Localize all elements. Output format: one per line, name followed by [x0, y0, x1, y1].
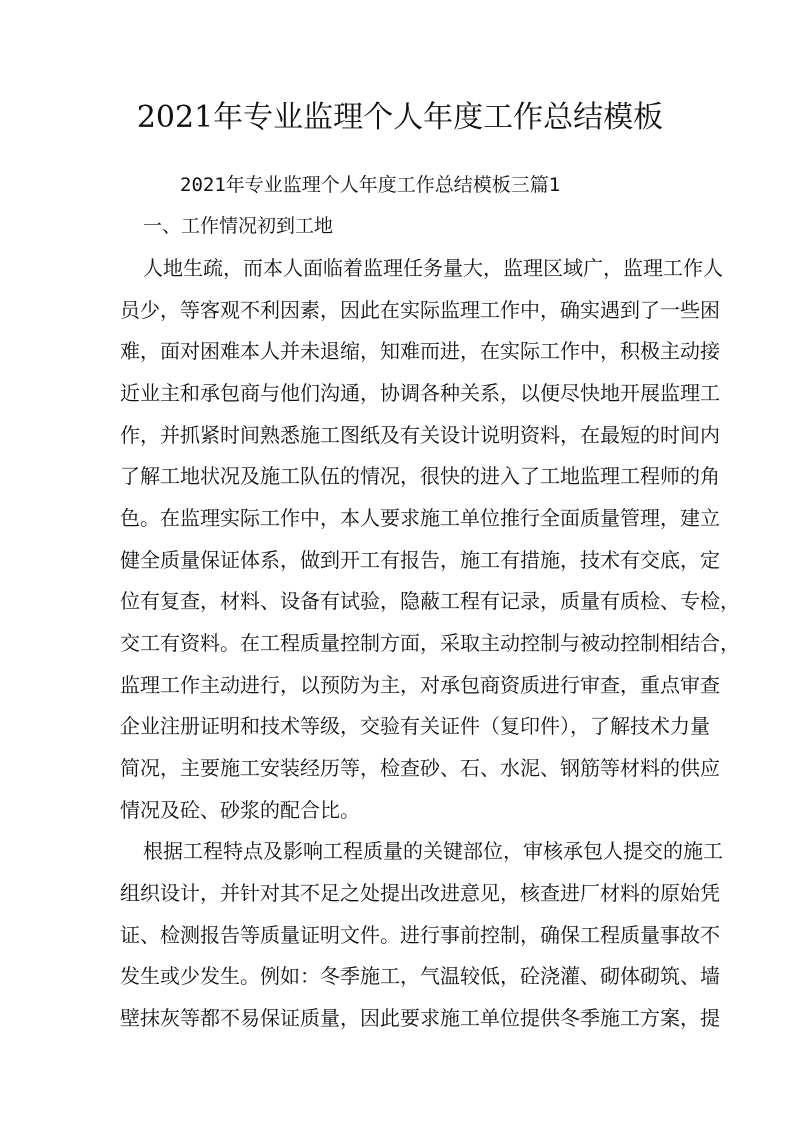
paragraph-line: 壁抹灰等都不易保证质量，因此要求施工单位提供冬季施工方案，提 [120, 1006, 720, 1030]
document-subtitle: 2021年专业监理个人年度工作总结模板三篇1 [180, 174, 561, 196]
document-title: 2021年专业监理个人年度工作总结模板 [136, 100, 664, 135]
paragraph-line: 近业主和承包商与他们沟通，协调各种关系，以便尽快地开展监理工 [120, 381, 720, 405]
paragraph-line: 交工有资料。在工程质量控制方面，采取主动控制与被动控制相结合， [120, 631, 740, 655]
paragraph-line: 员少，等客观不利因素，因此在实际监理工作中，确实遇到了一些困 [120, 298, 720, 322]
paragraph-line: 监理工作主动进行，以预防为主，对承包商资质进行审查，重点审查 [120, 673, 720, 697]
paragraph-line: 情况及砼、砂浆的配合比。 [120, 798, 360, 822]
section-heading: 一、工作情况初到工地 [143, 215, 334, 237]
paragraph-line: 了解工地状况及施工队伍的情况，很快的进入了工地监理工程师的角 [120, 464, 720, 488]
paragraph-line: 组织设计，并针对其不足之处提出改进意见，核查进厂材料的原始凭 [120, 881, 720, 905]
paragraph-line: 色。在监理实际工作中，本人要求施工单位推行全面质量管理，建立 [120, 506, 720, 530]
paragraph-line: 作，并抓紧时间熟悉施工图纸及有关设计说明资料，在最短的时间内 [120, 423, 720, 447]
paragraph-line: 证、检测报告等质量证明文件。进行事前控制，确保工程质量事故不 [120, 923, 720, 947]
paragraph-line: 简况，主要施工安装经历等，检查砂、石、水泥、钢筋等材料的供应 [120, 756, 720, 780]
paragraph-line: 发生或少发生。例如：冬季施工，气温较低，砼浇灌、砌体砌筑、墙 [120, 964, 720, 988]
paragraph-line: 根据工程特点及影响工程质量的关键部位，审核承包人提交的施工 [143, 839, 723, 863]
paragraph-line: 人地生疏，而本人面临着监理任务量大，监理区域广，监理工作人 [143, 256, 723, 280]
paragraph-line: 位有复查，材料、设备有试验，隐蔽工程有记录，质量有质检、专检， [120, 589, 740, 613]
paragraph-line: 健全质量保证体系，做到开工有报告，施工有措施，技术有交底，定 [120, 548, 720, 572]
paragraph-line: 难，面对困难本人并未退缩，知难而进，在实际工作中，积极主动接 [120, 339, 720, 363]
paragraph-line: 企业注册证明和技术等级，交验有关证件（复印件），了解技术力量 [120, 714, 710, 738]
